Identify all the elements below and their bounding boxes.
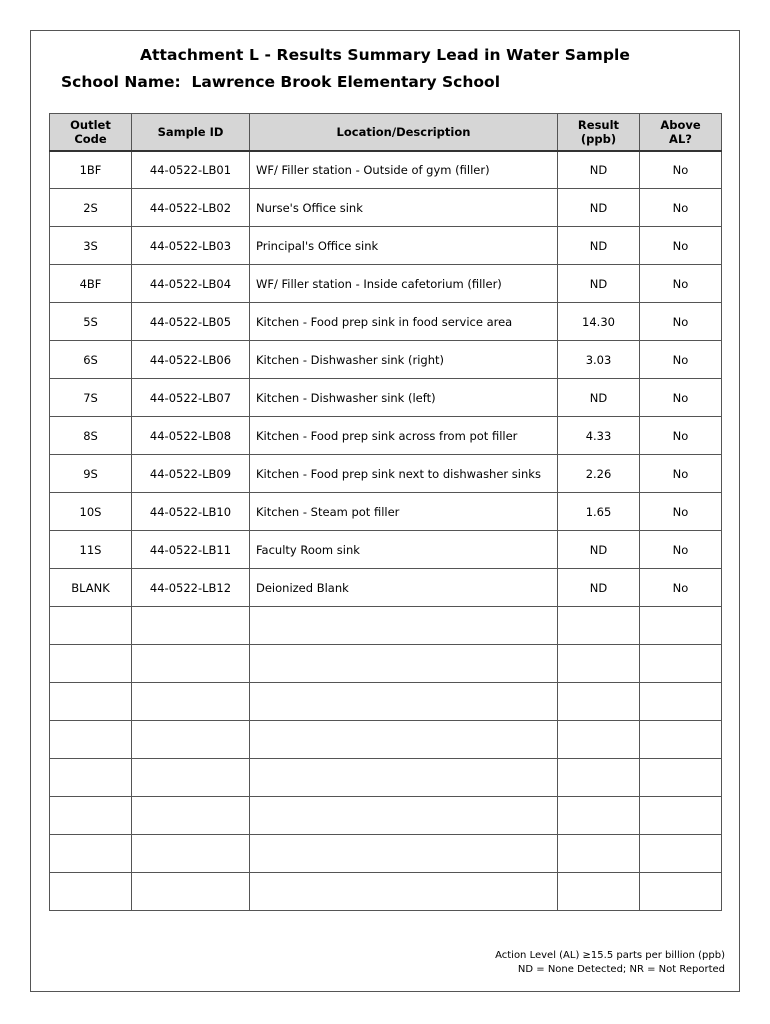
cell-result: ND — [558, 265, 640, 303]
table-row — [50, 265, 722, 303]
empty-cell — [50, 759, 132, 797]
cell-above-al: No — [640, 417, 722, 455]
cell-result: 2.26 — [558, 455, 640, 493]
empty-cell — [132, 759, 250, 797]
cell-sample-id: 44-0522-LB05 — [132, 303, 250, 341]
table-row — [50, 227, 722, 265]
table-row — [50, 455, 722, 493]
empty-cell — [558, 645, 640, 683]
empty-table-row — [50, 797, 722, 835]
empty-cell — [558, 797, 640, 835]
abbreviation-note: ND = None Detected; NR = Not Reported — [517, 964, 725, 975]
cell-outlet-code: 4BF — [50, 265, 132, 303]
document-title: Attachment L - Results Summary Lead in Water Sample — [139, 46, 631, 64]
cell-sample-id: 44-0522-LB12 — [132, 569, 250, 607]
empty-cell — [558, 721, 640, 759]
cell-location: Kitchen - Dishwasher sink (left) — [250, 379, 558, 417]
empty-cell — [640, 797, 722, 835]
empty-cell — [250, 645, 558, 683]
empty-table-row — [50, 607, 722, 645]
cell-above-al: No — [640, 379, 722, 417]
empty-cell — [640, 759, 722, 797]
results-table — [49, 113, 722, 911]
cell-result: 3.03 — [558, 341, 640, 379]
empty-table-row — [50, 759, 722, 797]
empty-cell — [50, 797, 132, 835]
empty-cell — [558, 683, 640, 721]
empty-cell — [250, 797, 558, 835]
cell-location: Principal's Office sink — [250, 227, 558, 265]
empty-cell — [640, 683, 722, 721]
empty-cell — [250, 607, 558, 645]
cell-outlet-code: 1BF — [50, 151, 132, 189]
cell-outlet-code: 2S — [50, 189, 132, 227]
cell-above-al: No — [640, 341, 722, 379]
empty-cell — [50, 683, 132, 721]
header-sample-id: Sample ID — [132, 114, 250, 151]
cell-location: Faculty Room sink — [250, 531, 558, 569]
cell-sample-id: 44-0522-LB02 — [132, 189, 250, 227]
empty-cell — [132, 797, 250, 835]
cell-outlet-code: 5S — [50, 303, 132, 341]
table-row — [50, 341, 722, 379]
empty-cell — [132, 607, 250, 645]
cell-outlet-code: 7S — [50, 379, 132, 417]
cell-location: WF/ Filler station - Inside cafetorium (filler) — [250, 265, 558, 303]
school-name-label: School Name: — [61, 73, 181, 91]
cell-outlet-code: 3S — [50, 227, 132, 265]
cell-above-al: No — [640, 151, 722, 189]
cell-result: ND — [558, 151, 640, 189]
cell-location: Kitchen - Steam pot filler — [250, 493, 558, 531]
empty-cell — [132, 645, 250, 683]
cell-above-al: No — [640, 303, 722, 341]
cell-result: 4.33 — [558, 417, 640, 455]
cell-result: 1.65 — [558, 493, 640, 531]
cell-outlet-code: 6S — [50, 341, 132, 379]
cell-result: 14.30 — [558, 303, 640, 341]
school-name-value: Lawrence Brook Elementary School — [191, 73, 501, 91]
cell-sample-id: 44-0522-LB04 — [132, 265, 250, 303]
cell-above-al: No — [640, 531, 722, 569]
empty-table-row — [50, 835, 722, 873]
table-row — [50, 189, 722, 227]
table-row — [50, 493, 722, 531]
cell-sample-id: 44-0522-LB11 — [132, 531, 250, 569]
empty-cell — [640, 721, 722, 759]
cell-above-al: No — [640, 455, 722, 493]
empty-cell — [132, 683, 250, 721]
table-row — [50, 151, 722, 189]
cell-result: ND — [558, 227, 640, 265]
empty-cell — [50, 835, 132, 873]
cell-location: Nurse's Office sink — [250, 189, 558, 227]
cell-outlet-code: 9S — [50, 455, 132, 493]
empty-cell — [640, 873, 722, 911]
empty-cell — [250, 721, 558, 759]
cell-outlet-code: 11S — [50, 531, 132, 569]
action-level-note: Action Level (AL) ≥15.5 parts per billion (ppb) — [495, 950, 725, 961]
empty-table-row — [50, 683, 722, 721]
empty-cell — [640, 607, 722, 645]
cell-above-al: No — [640, 493, 722, 531]
empty-cell — [132, 873, 250, 911]
cell-location: Kitchen - Food prep sink across from pot filler — [250, 417, 558, 455]
footer-note — [495, 949, 725, 977]
empty-cell — [558, 835, 640, 873]
cell-outlet-code: 8S — [50, 417, 132, 455]
empty-table-row — [50, 645, 722, 683]
cell-above-al: No — [640, 265, 722, 303]
header-above-al: Above AL? — [640, 114, 722, 151]
empty-table-row — [50, 721, 722, 759]
table-row — [50, 417, 722, 455]
cell-sample-id: 44-0522-LB07 — [132, 379, 250, 417]
table-row — [50, 379, 722, 417]
cell-location: Kitchen - Food prep sink next to dishwasher sinks — [250, 455, 558, 493]
empty-cell — [558, 607, 640, 645]
header-outlet-code: Outlet Code — [50, 114, 132, 151]
cell-outlet-code: BLANK — [50, 569, 132, 607]
empty-cell — [132, 721, 250, 759]
cell-sample-id: 44-0522-LB09 — [132, 455, 250, 493]
empty-cell — [250, 759, 558, 797]
table-row — [50, 303, 722, 341]
cell-location: Kitchen - Food prep sink in food service area — [250, 303, 558, 341]
empty-cell — [50, 607, 132, 645]
empty-cell — [640, 645, 722, 683]
empty-cell — [132, 835, 250, 873]
empty-cell — [640, 835, 722, 873]
header-location: Location/Description — [250, 114, 558, 151]
cell-above-al: No — [640, 569, 722, 607]
cell-result: ND — [558, 189, 640, 227]
cell-sample-id: 44-0522-LB01 — [132, 151, 250, 189]
empty-cell — [558, 873, 640, 911]
table-body — [50, 151, 722, 911]
empty-cell — [558, 759, 640, 797]
cell-above-al: No — [640, 189, 722, 227]
table-header-row — [50, 114, 722, 151]
empty-cell — [250, 683, 558, 721]
school-name-line — [61, 73, 500, 91]
empty-cell — [50, 645, 132, 683]
empty-cell — [250, 873, 558, 911]
table-row — [50, 531, 722, 569]
cell-sample-id: 44-0522-LB03 — [132, 227, 250, 265]
cell-result: ND — [558, 531, 640, 569]
cell-location: WF/ Filler station - Outside of gym (filler) — [250, 151, 558, 189]
empty-cell — [250, 835, 558, 873]
cell-sample-id: 44-0522-LB08 — [132, 417, 250, 455]
empty-cell — [50, 721, 132, 759]
table-row — [50, 569, 722, 607]
cell-result: ND — [558, 569, 640, 607]
cell-sample-id: 44-0522-LB06 — [132, 341, 250, 379]
empty-table-row — [50, 873, 722, 911]
empty-cell — [50, 873, 132, 911]
cell-result: ND — [558, 379, 640, 417]
cell-location: Kitchen - Dishwasher sink (right) — [250, 341, 558, 379]
cell-above-al: No — [640, 227, 722, 265]
header-result: Result (ppb) — [558, 114, 640, 151]
cell-sample-id: 44-0522-LB10 — [132, 493, 250, 531]
cell-location: Deionized Blank — [250, 569, 558, 607]
cell-outlet-code: 10S — [50, 493, 132, 531]
